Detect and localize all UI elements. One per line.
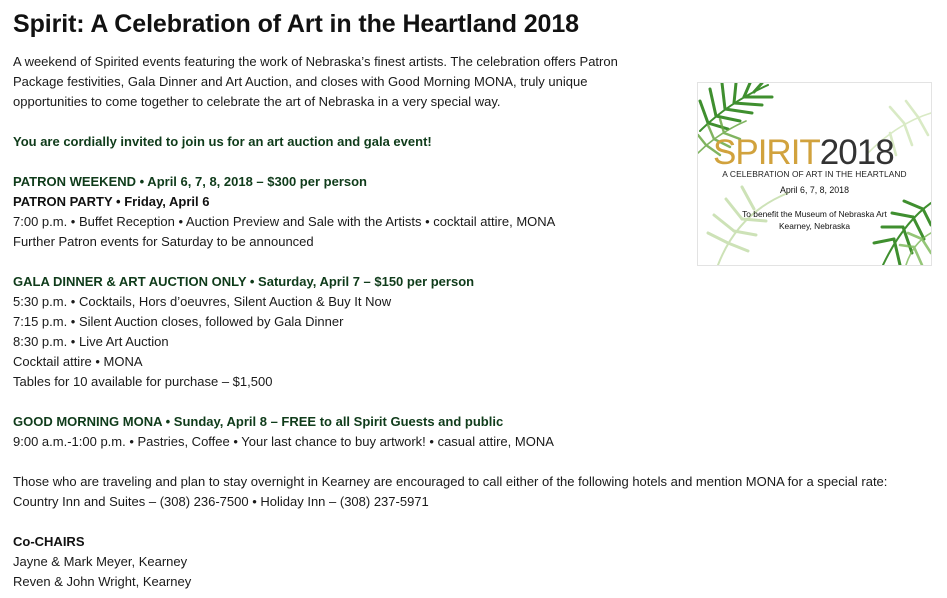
patron-party-heading: PATRON PARTY • Friday, April 6 xyxy=(13,194,210,209)
hotel-info-line: Those who are traveling and plan to stay overnight in Kearney are encouraged to call either of the following hotels and mention MONA for a special rate: xyxy=(13,474,888,489)
gala-detail-line: Tables for 10 available for purchase – $1,500 xyxy=(13,374,273,389)
spacer xyxy=(13,152,653,172)
patron-weekend-heading: PATRON WEEKEND • April 6, 7, 8, 2018 – $300 per person xyxy=(13,174,367,189)
patron-detail-line: Further Patron events for Saturday to be announced xyxy=(13,234,314,249)
spirit-2018-promo-image xyxy=(697,82,932,266)
cochair-name: Jayne & Mark Meyer, Kearney xyxy=(13,554,188,569)
spirit-logo-text xyxy=(713,135,894,171)
patron-detail-line: 7:00 p.m. • Buffet Reception • Auction Preview and Sale with the Artists • cocktail attire, MONA xyxy=(13,214,556,229)
gala-heading: GALA DINNER & ART AUCTION ONLY • Saturday, April 7 – $150 per person xyxy=(13,274,475,289)
promo-tagline: A CELEBRATION OF ART IN THE HEARTLAND xyxy=(722,169,907,179)
gala-detail-line: Cocktail attire • MONA xyxy=(13,354,143,369)
spacer xyxy=(13,252,653,272)
intro-line: A weekend of Spirited events featuring the work of Nebraska’s finest artists. The celebration offers Patron xyxy=(13,54,618,69)
spacer xyxy=(13,112,653,132)
invitation-text: You are cordially invited to join us for an art auction and gala event! xyxy=(13,134,432,149)
spacer xyxy=(13,512,653,532)
promo-location-line: Kearney, Nebraska xyxy=(778,221,851,231)
promo-benefit xyxy=(706,208,923,232)
cochair-name: Reven & John Wright, Kearney xyxy=(13,574,192,589)
spacer xyxy=(13,452,653,472)
intro-line: Package festivities, Gala Dinner and Art Auction, and closes with Good Morning MONA, truly unique xyxy=(13,74,588,89)
good-morning-detail-line: 9:00 a.m.-1:00 p.m. • Pastries, Coffee • Your last chance to buy artwork! • casual attire, MONA xyxy=(13,434,554,449)
gala-detail-line: 7:15 p.m. • Silent Auction closes, followed by Gala Dinner xyxy=(13,314,344,329)
page-title: Spirit: A Celebration of Art in the Heartland 2018 xyxy=(13,10,579,38)
good-morning-heading: GOOD MORNING MONA • Sunday, April 8 – FREE to all Spirit Guests and public xyxy=(13,414,504,429)
gala-detail-line: 8:30 p.m. • Live Art Auction xyxy=(13,334,169,349)
spirit-year: 2018 xyxy=(819,133,894,172)
intro-line: opportunities to come together to celebrate the art of Nebraska in a very special way. xyxy=(13,94,501,109)
spirit-word: SPIRIT xyxy=(713,133,820,172)
promo-dates: April 6, 7, 8, 2018 xyxy=(780,185,849,195)
cochairs-heading: Co-CHAIRS xyxy=(13,534,85,549)
hotel-phone-line: Country Inn and Suites – (308) 236-7500 • Holiday Inn – (308) 237-5971 xyxy=(13,494,429,509)
spacer xyxy=(13,392,653,412)
gala-detail-line: 5:30 p.m. • Cocktails, Hors d’oeuvres, Silent Auction & Buy It Now xyxy=(13,294,392,309)
promo-benefit-line: To benefit the Museum of Nebraska Art xyxy=(742,209,887,219)
